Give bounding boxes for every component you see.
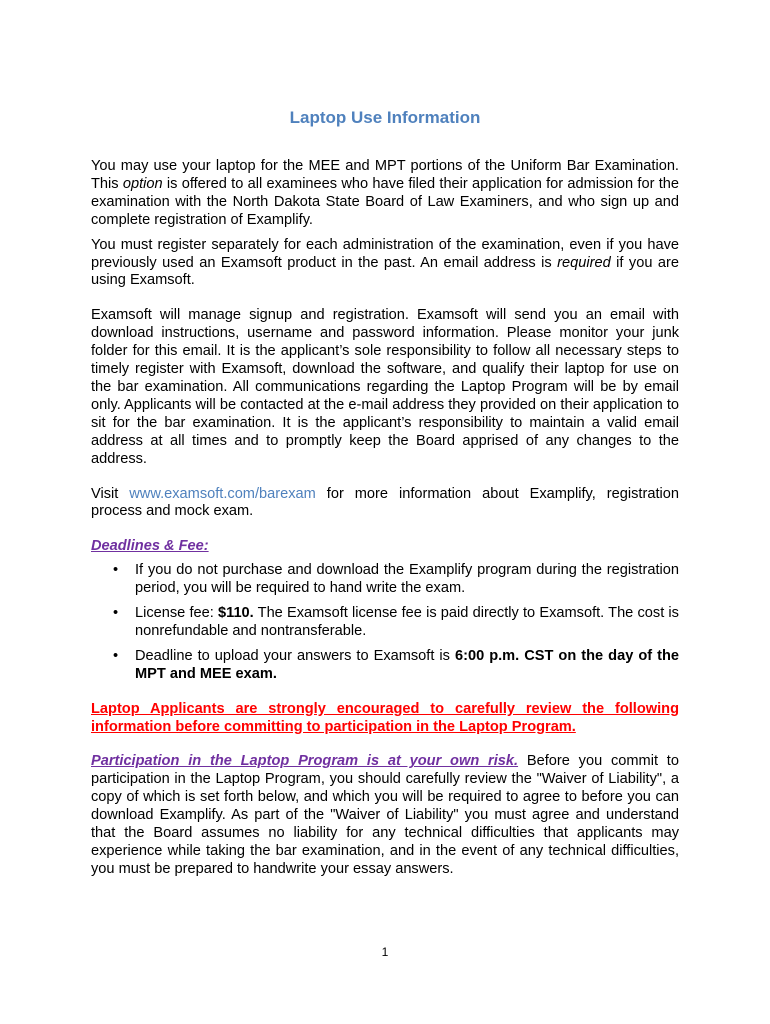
list-item-upload-deadline [91, 648, 679, 684]
paragraph-register-separately [91, 237, 679, 291]
participation-heading: Participation in the Laptop Program is at your own risk. [91, 753, 519, 770]
emphasis-required: required [557, 254, 611, 271]
paragraph-register-text-a: You must register separately for each administration of the examination, even if you have previously used an Examsoft product in the past. An email address is [91, 236, 679, 271]
paragraph-register-text-b: if you are using Examsoft. [91, 254, 679, 289]
list-item-license-fee [91, 605, 679, 641]
document-page [91, 108, 679, 879]
license-fee-text-a: License fee: [135, 605, 219, 622]
deadlines-heading: Deadlines & Fee: [91, 538, 209, 555]
license-fee-text-b: The Examsoft license fee is paid directly to Examsoft. The cost is nonrefundable and nontransferable. [135, 605, 679, 639]
license-fee-amount: $110. [218, 605, 254, 622]
paragraph-laptop-option [91, 158, 679, 230]
paragraph-visit-website [91, 486, 679, 522]
upload-deadline-time: 6:00 p.m. CST on the day of the MPT and MEE exam. [135, 647, 680, 682]
bullet-icon: • [113, 562, 119, 579]
page-number: 1 [381, 945, 389, 959]
upload-deadline-text-a: Deadline to upload your answers to Examsoft is [135, 647, 455, 664]
deadlines-heading-line [91, 538, 679, 556]
document-title: Laptop Use Information [289, 108, 481, 127]
warning-text: Laptop Applicants are strongly encouraged to carefully review the following information before committing to participation in the Laptop Program. [91, 700, 679, 735]
bullet-icon: • [113, 647, 119, 664]
paragraph-laptop-option-text-a: You may use your laptop for the MEE and MPT portions of the Uniform Bar Examination. This [91, 158, 679, 192]
list-item-handwrite [91, 562, 679, 598]
list-item-handwrite-text: If you do not purchase and download the Examplify program during the registration period, you will be required to hand write the exam. [135, 562, 679, 597]
examsoft-link[interactable]: www.examsoft.com/barexam [129, 485, 316, 502]
participation-text: Before you commit to participation in the Laptop Program, you should carefully review the "Waiver of Liability", a copy of which is set forth below, and which you will be required to agree to before you can download Examplify. As part of the "Waiver of Liability" you must agree and understand that the Board assumes no liability for any technical difficulties that applicants may experience while taking the bar examination, and in the event of any technical difficulties, you must be prepared to handwrite your essay answers. [91, 753, 679, 877]
emphasis-option: option [122, 175, 163, 192]
participation-paragraph [91, 753, 679, 878]
paragraph-visit-text-b: for more information about Examplify, registration process and mock exam. [91, 485, 679, 520]
paragraph-examsoft-registration: Examsoft will manage signup and registration. Examsoft will send you an email with download instructions, username and password information. Please monitor your junk folder for this email. It is the applicant’s sole responsibility to follow all necessary steps to timely register with Examsoft, download the software, and qualify their laptop for use on the bar examination. All communications regarding the Laptop Program will be by email only. Applicants will be contacted at the e-mail address they provided on their application to sit for the bar examination. It is the applicant’s responsibility to maintain a valid email address at all times and to promptly keep the Board apprised of any changes to the address. [91, 307, 679, 467]
paragraph-visit-text-a: Visit [91, 485, 130, 502]
deadlines-list [91, 562, 679, 683]
warning-paragraph [91, 701, 679, 737]
bullet-icon: • [113, 605, 119, 622]
paragraph-laptop-option-text-b: is offered to all examinees who have filed their application for admission for the examination with the North Dakota State Board of Law Examiners, and who sign up and complete registration of Examplify. [91, 175, 680, 228]
